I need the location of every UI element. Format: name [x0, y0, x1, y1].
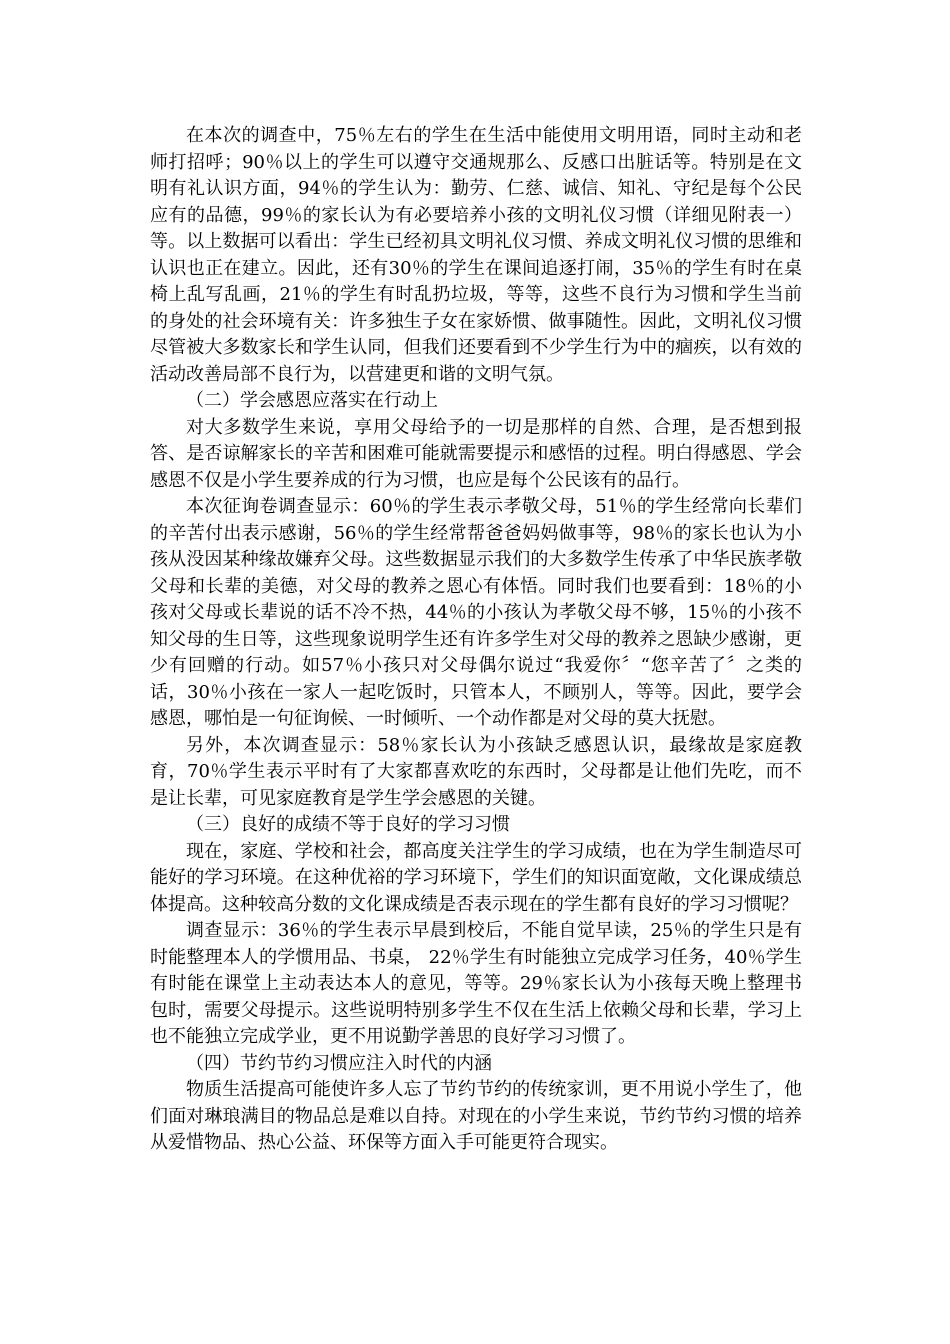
section-heading-thrift: （四）节约节约习惯应注入时代的内涵	[186, 1052, 492, 1074]
section-heading-study-habits: （三）良好的成绩不等于良好的学习习惯	[186, 814, 510, 835]
paragraph-study-survey: 调查显示：36％的学生表示早晨到校后，不能自觉早读，25％的学生只是有时能整理本人的学惯用品、书桌， 22％学生有时能独立完成学习任务，40％学生有时能在课堂上主动表达本人的意见，等等。29％家长认为小孩每天晚上整理书包时，需要父母提示。这些说明特别多学生不仅在生活上依赖父母和长辈，学习上也不能独立完成学业，更不用说勤学善思的良好学习习惯了。	[150, 920, 802, 1047]
document-body	[150, 123, 802, 1157]
section-heading-gratitude: （二）学会感恩应落实在行动上	[186, 390, 438, 411]
paragraph-gratitude-survey: 本次征询卷调查显示：60％的学生表示孝敬父母，51％的学生经常向长辈们的辛苦付出表示感谢，56％的学生经常帮爸爸妈妈做事等，98％的家长也认为小孩从没因某种缘故嫌弃父母。这些数据显示我们的大多数学生传承了中华民族孝敬父母和长辈的美德，对父母的教养之恩心有体悟。同时我们也要看到：18％的小孩对父母或长辈说的话不冷不热，44％的小孩认为孝敬父母不够，15％的小孩不知父母的生日等，这些现象说明学生还有许多学生对父母的教养之恩缺少感谢，更少有回赠的行动。如57％小孩只对父母偶尔说过“我爱你〞“您辛苦了〞之类的话，30％小孩在一家人一起吃饭时，只管本人，不顾别人，等等。因此，要学会感恩，哪怕是一句征询候、一时倾听、一个动作都是对父母的莫大抚慰。	[150, 496, 802, 729]
paragraph-thrift: 物质生活提高可能使许多人忘了节约节约的传统家训，更不用说小学生了，他们面对琳琅满目的物品总是难以自持。对现在的小学生来说，节约节约习惯的培养从爱惜物品、热心公益、环保等方面入手可能更符合现实。	[150, 1079, 802, 1153]
paragraph-family-education: 另外，本次调查显示：58％家长认为小孩缺乏感恩认识，最缘故是家庭教育，70％学生表示平时有了大家都喜欢吃的东西时，父母都是让他们先吃，而不是让长辈，可见家庭教育是学生学会感恩的关键。	[150, 734, 802, 809]
paragraph-study-environment: 现在，家庭、学校和社会，都高度关注学生的学习成绩，也在为学生制造尽可能好的学习环境。在这种优裕的学习环境下，学生们的知识面宽敞，文化课成绩总体提高。这种较高分数的文化课成绩是否表示现在的学生都有良好的学习习惯呢？	[150, 840, 802, 915]
paragraph-gratitude-intro: 对大多数学生来说，享用父母给予的一切是那样的自然、合理，是否想到报答、是否谅解家长的辛苦和困难可能就需要提示和感悟的过程。明白得感恩、学会感恩不仅是小学生要养成的行为习惯，也应是每个公民该有的品行。	[150, 416, 802, 491]
paragraph-civility-survey: 在本次的调查中，75％左右的学生在生活中能使用文明用语，同时主动和老师打招呼；90％以上的学生可以遵守交通规那么、反感口出脏话等。特别是在文明有礼认识方面，94％的学生认为：勤劳、仁慈、诚信、知礼、守纪是每个公民应有的品德，99％的家长认为有必要培养小孩的文明礼仪习惯（详细见附表一）等。以上数据可以看出：学生已经初具文明礼仪习惯、养成文明礼仪习惯的思维和认识也正在建立。因此，还有30％的学生在课间追逐打闹，35％的学生有时在桌椅上乱写乱画，21％的学生有时乱扔垃圾，等等，这些不良行为习惯和学生当前的身处的社会环境有关：许多独生子女在家娇惯、做事随性。因此，文明礼仪习惯尽管被大多数家长和学生认同，但我们还要看到不少学生行为中的痼疾，以有效的活动改善局部不良行为，以营建更和谐的文明气氛。	[150, 125, 802, 385]
